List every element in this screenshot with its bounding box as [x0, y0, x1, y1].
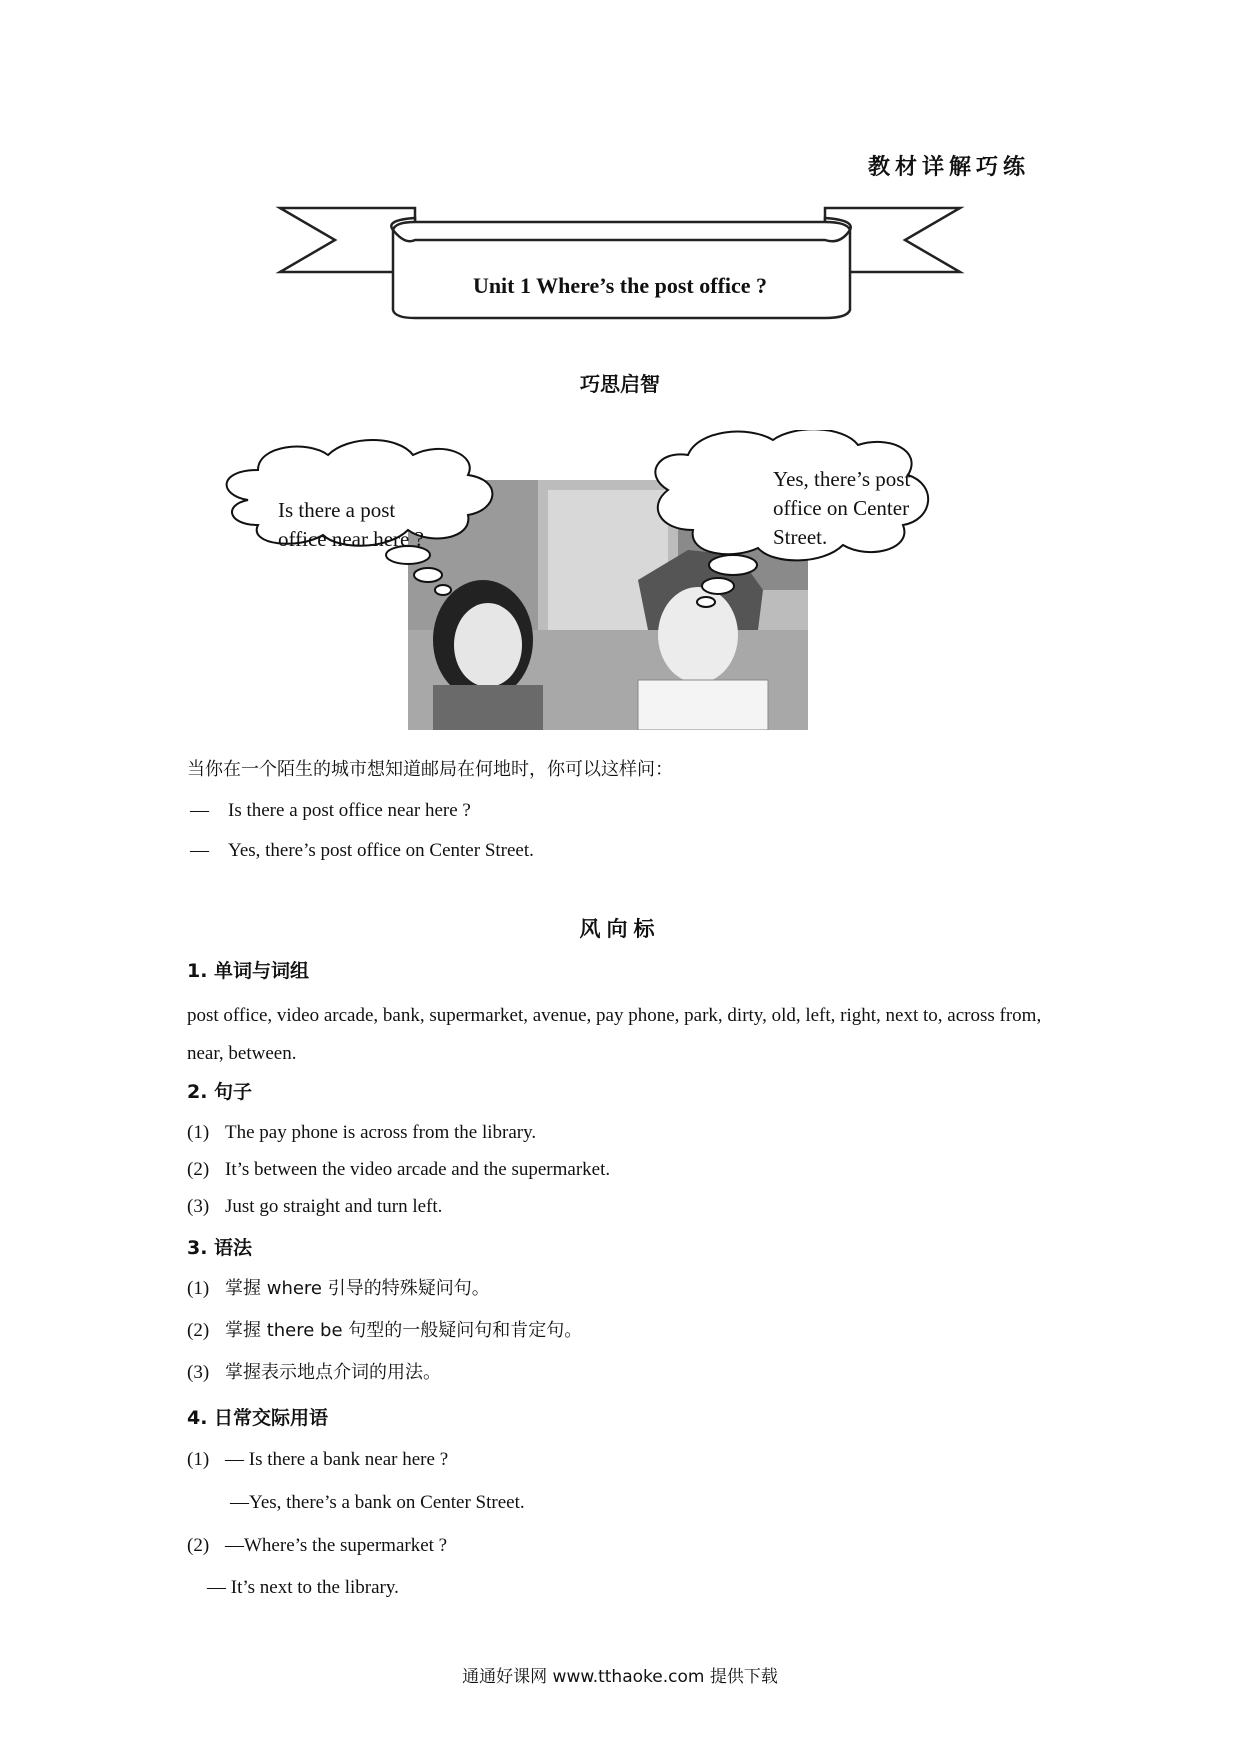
daily-line — [187, 1447, 448, 1473]
banner-title: Unit 1 Where’s the post office ? — [472, 273, 768, 298]
section-heading-fengxiangbiao: 风向标 — [579, 917, 661, 941]
item-text: — It’s next to the library. — [207, 1577, 399, 1598]
sentence-item — [187, 1120, 536, 1146]
dialog-dash: — — [190, 840, 209, 861]
grammar-item — [187, 1360, 441, 1386]
dialog-text: Is there a post office near here ? — [228, 800, 471, 821]
dialog-text: Yes, there’s post office on Center Street. — [228, 840, 534, 861]
item-text: 掌握 there be 句型的一般疑问句和肯定句。 — [225, 1320, 583, 1341]
item-number: (2) — [187, 1159, 210, 1180]
subheading-words: 1. 单词与词组 — [187, 960, 310, 982]
sentence-item — [187, 1194, 442, 1220]
dialog-line — [190, 798, 471, 824]
section-heading-qiaosi: 巧思启智 — [580, 372, 660, 396]
item-text: —Yes, there’s a bank on Center Street. — [230, 1492, 525, 1513]
subheading-daily-expressions: 4. 日常交际用语 — [187, 1407, 329, 1429]
item-text: 掌握 where 引导的特殊疑问句。 — [225, 1278, 490, 1299]
header-label: 教材详解巧练 — [867, 155, 1030, 180]
subheading-grammar: 3. 语法 — [187, 1237, 253, 1259]
item-text: The pay phone is across from the library. — [225, 1122, 537, 1143]
sentence-item — [187, 1157, 610, 1183]
daily-line — [207, 1575, 399, 1601]
bubble-left-line: office near here ? — [278, 527, 424, 551]
item-number: (3) — [187, 1196, 210, 1217]
bubble-right-line: Street. — [773, 525, 828, 549]
unit-title-banner — [275, 200, 965, 330]
item-number: (3) — [187, 1362, 210, 1383]
bubble-right-line: Yes, there’s post — [773, 467, 911, 491]
word-list: post office, video arcade, bank, supermarket, avenue, pay phone, park, dirty, old, left, right, next to, across from, near, between. — [187, 1005, 1042, 1064]
item-number: (1) — [187, 1449, 210, 1470]
intro-text: 当你在一个陌生的城市想知道邮局在何地时，你可以这样问： — [187, 759, 673, 780]
item-number: (1) — [187, 1122, 210, 1143]
bubble-right-line: office on Center — [773, 496, 910, 520]
grammar-item — [187, 1318, 582, 1344]
footer-download-note: 通通好课网 www.tthaoke.com 提供下载 — [462, 1667, 778, 1687]
item-number: (2) — [187, 1535, 210, 1556]
item-text: —Where’s the supermarket ? — [225, 1535, 448, 1556]
item-text: Just go straight and turn left. — [225, 1196, 443, 1217]
item-number: (1) — [187, 1278, 210, 1299]
daily-line — [187, 1533, 447, 1559]
item-text: — Is there a bank near here ? — [225, 1449, 449, 1470]
dialog-line — [190, 838, 534, 864]
item-number: (2) — [187, 1320, 210, 1341]
grammar-item — [187, 1276, 490, 1302]
dialog-dash: — — [190, 800, 209, 821]
bubble-right-text — [773, 465, 973, 552]
subheading-sentences: 2. 句子 — [187, 1081, 253, 1103]
bubble-left-line: Is there a post — [278, 498, 396, 522]
item-text: 掌握表示地点介词的用法。 — [225, 1362, 441, 1383]
daily-line — [230, 1490, 525, 1516]
item-text: It’s between the video arcade and the supermarket. — [225, 1159, 611, 1180]
bubble-left-text — [278, 496, 488, 554]
